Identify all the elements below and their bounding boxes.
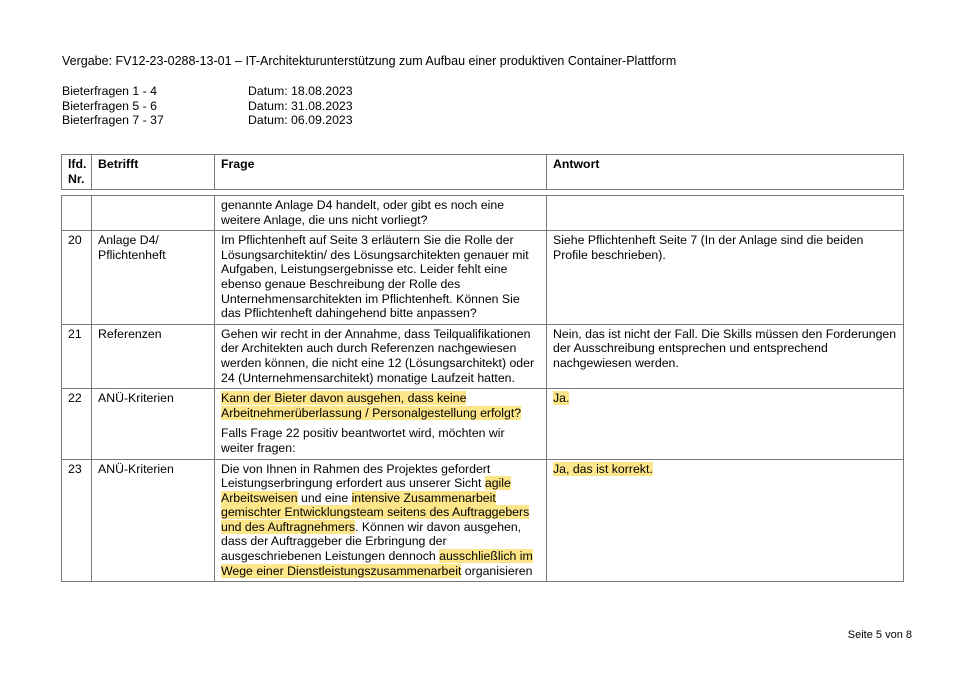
header-table [61,154,904,190]
meta-date: Datum: 18.08.2023 [248,84,353,98]
highlighted-question: Kann der Bieter davon ausgehen, dass keine Arbeitnehmerüberlassung / Personalgestellung erfolgt? [221,391,522,420]
page-number: Seite 5 von 8 [847,629,912,641]
cell-betrifft: Anlage D4/ Pflichtenheft [92,231,215,325]
table-row [62,459,904,582]
cell-frage: genannte Anlage D4 handelt, oder gibt es noch eine weitere Anlage, die uns nicht vorliegt? [215,196,547,231]
cell-nr: 20 [62,231,92,325]
highlighted-answer: Ja, das ist korrekt. [553,461,653,476]
document-title: Vergabe: FV12-23-0288-13-01 – IT-Architekturunterstützung zum Aufbau einer produktiven Container-Plattform [62,54,677,68]
meta-row [62,84,353,99]
table-row [62,324,904,388]
header-nr: lfd. Nr. [62,155,92,190]
cell-betrifft: Referenzen [92,324,215,388]
header-frage: Frage [215,155,547,190]
question-text: organisieren [461,563,533,578]
meta-label: Bieterfragen 1 - 4 [62,84,158,98]
meta-date: Datum: 06.09.2023 [248,113,353,128]
cell-frage [215,459,547,582]
table-row [62,231,904,325]
highlighted-text: intensive Zusammenarbeit gemischter Entwicklungsteam seitens des Auftraggebers und des Auftragnehmers [221,490,530,534]
highlighted-text: agile Arbeitsweisen [221,476,511,505]
question-text: und eine [297,490,352,505]
cell-nr: 22 [62,389,92,459]
cell-betrifft: ANÜ-Kriterien [92,459,215,582]
question-text: . Können wir davon ausgehen, dass der Auftraggeber die Erbringung der ausgeschriebenen Leistungen dennoch [221,519,522,564]
cell-antwort [547,196,904,231]
meta-label: Bieterfragen 7 - 37 [62,113,164,128]
cell-antwort: Siehe Pflichtenheft Seite 7 (In der Anlage sind die beiden Profile beschrieben). [547,231,904,325]
cell-frage [215,389,547,459]
meta-row [62,113,353,128]
cell-antwort: Nein, das ist nicht der Fall. Die Skills müssen den Forderungen der Ausschreibung entsprechen und entsprechend nachgewiesen werden. [547,324,904,388]
meta-row [62,99,353,114]
cell-antwort [547,389,904,459]
table-row [62,389,904,459]
header-betrifft: Betrifft [92,155,215,190]
header-antwort: Antwort [547,155,904,190]
question-text: Die von Ihnen in Rahmen des Projektes gefordert Leistungserbringung erfordert aus unserer Sicht [221,461,491,491]
follow-up-note: Falls Frage 22 positiv beantwortet wird, möchten wir weiter fragen: [221,426,505,455]
cell-antwort [547,459,904,582]
cell-betrifft [92,196,215,231]
cell-nr: 21 [62,324,92,388]
highlighted-text: ausschließlich im Wege einer Dienstleistungszusammenarbeit [221,549,533,578]
cell-betrifft: ANÜ-Kriterien [92,389,215,459]
cell-nr: 23 [62,459,92,582]
highlighted-answer: Ja. [553,391,570,406]
cell-frage: Im Pflichtenheft auf Seite 3 erläutern Sie die Rolle der Lösungsarchitektin/ des Lösungsarchitekten genauer mit Aufgaben, Leistungsergebnisse etc. Leider fehlt eine ebenso genaue Beschreibung der Rolle des Unternehmensarchitekten im Pflichtenheft. Können Sie das Pflichtenheft dahingehend bitte anpassen? [215,231,547,325]
meta-block [62,84,353,128]
meta-label: Bieterfragen 5 - 6 [62,98,158,113]
header-row [62,155,904,190]
questions-table [61,195,904,582]
table-row [62,196,904,231]
cell-frage: Gehen wir recht in der Annahme, dass Teilqualifikationen der Architekten auch durch Referenzen nachgewiesen werden können, die nicht eine 12 (Lösungsarchitekt) oder 24 (Unternehmensarchitekt) monatige Laufzeit hatten. [215,324,547,388]
cell-nr [62,196,92,231]
meta-date: Datum: 31.08.2023 [248,98,353,113]
